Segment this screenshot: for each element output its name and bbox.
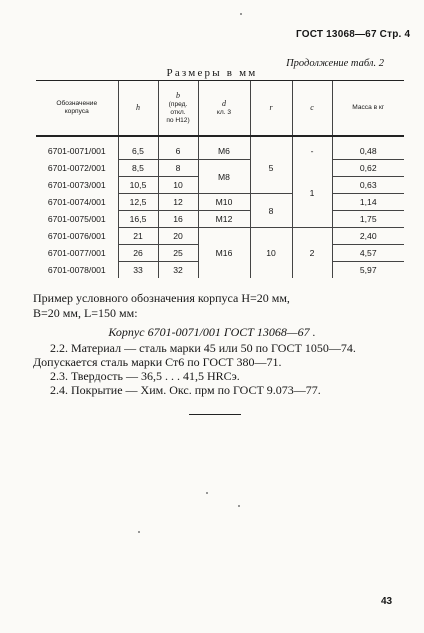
- scan-speck: [206, 492, 208, 494]
- table-row: [36, 211, 404, 228]
- header-r: [250, 81, 292, 137]
- cell-b: 20: [158, 228, 198, 245]
- table-header-row: [36, 81, 404, 137]
- cell-b: 6: [158, 143, 198, 160]
- cell-r: 5: [250, 143, 292, 194]
- header-code-line2: корпуса: [64, 108, 89, 115]
- cell-h: 21: [118, 228, 158, 245]
- header-b-line3: по H12): [166, 116, 190, 124]
- cell-h: 16,5: [118, 211, 158, 228]
- dimensions-table: [36, 80, 404, 278]
- table-row: [36, 143, 404, 160]
- cell-c: -: [292, 143, 332, 160]
- table-spacer-row: [36, 136, 404, 143]
- designation-example: Корпус 6701-0071/001 ГОСТ 13068—67 .: [108, 325, 316, 339]
- cell-mass: 5,97: [332, 262, 404, 279]
- cell-h: 6,5: [118, 143, 158, 160]
- cell-r: 8: [250, 194, 292, 228]
- cell-d: M16: [198, 228, 250, 279]
- cell-r: 10: [250, 228, 292, 279]
- cell-h: 8,5: [118, 160, 158, 177]
- cell-c: 1: [292, 160, 332, 228]
- cell-b: 25: [158, 245, 198, 262]
- cell-code: 6701-0075/001: [47, 214, 106, 224]
- cell-h: 12,5: [118, 194, 158, 211]
- header-d-line1: кл. 3: [216, 108, 232, 116]
- cell-code: 6701-0073/001: [47, 180, 106, 190]
- cell-h: 10,5: [118, 177, 158, 194]
- example-designation-dimensions: B=20 мм, L=150 мм:: [33, 306, 138, 320]
- table-row: [36, 194, 404, 211]
- header-h-symbol: h: [136, 102, 140, 112]
- scan-speck: [138, 531, 140, 533]
- header-c: [292, 81, 332, 137]
- dimensions-caption: Размеры в мм: [166, 67, 258, 79]
- cell-b: 16: [158, 211, 198, 228]
- cell-d: M8: [198, 160, 250, 194]
- header-code-line1: Обозначение: [56, 100, 98, 107]
- cell-b: 32: [158, 262, 198, 279]
- cell-mass: 0,63: [332, 177, 404, 194]
- header-code: [36, 81, 118, 137]
- cell-code: 6701-0071/001: [47, 146, 106, 157]
- page-number: 43: [381, 596, 393, 607]
- clause-2-2-material: 2.2. Материал — сталь марки 45 или 50 по ГОСТ 1050—74.: [50, 341, 356, 355]
- header-c-symbol: c: [310, 102, 314, 112]
- header-b-line2: откл.: [170, 108, 186, 116]
- cell-d: M10: [198, 194, 250, 211]
- header-d: [198, 81, 250, 137]
- clause-2-4-coating: 2.4. Покрытие — Хим. Окс. прм по ГОСТ 9.073—77.: [50, 383, 321, 397]
- cell-d: M6: [198, 143, 250, 160]
- table-row: [36, 228, 404, 245]
- running-head: ГОСТ 13068—67 Стр. 4: [296, 29, 411, 40]
- cell-code: 6701-0078/001: [47, 264, 106, 275]
- cell-h: 26: [118, 245, 158, 262]
- cell-mass: 1,75: [332, 211, 404, 228]
- header-mass: Масса в кг: [332, 81, 404, 137]
- cell-b: 10: [158, 177, 198, 194]
- cell-c: 2: [292, 228, 332, 279]
- scan-speck: [238, 505, 240, 507]
- cell-mass: 0,62: [332, 160, 404, 177]
- section-end-rule: [189, 414, 241, 415]
- example-designation-intro: Пример условного обозначения корпуса H=20 мм,: [33, 291, 290, 305]
- clause-2-2-allowed-steel: Допускается сталь марки Ст6 по ГОСТ 380—71.: [33, 355, 282, 369]
- header-b-symbol: b: [176, 90, 180, 100]
- cell-h: 33: [118, 262, 158, 279]
- cell-mass: 4,57: [332, 245, 404, 262]
- clause-2-3-hardness: 2.3. Твердость — 36,5 . . . 41,5 HRCэ.: [50, 369, 240, 383]
- header-r-symbol: r: [269, 102, 273, 112]
- cell-mass: 0,48: [332, 143, 404, 160]
- cell-d: M12: [198, 211, 250, 228]
- header-h: [118, 81, 158, 137]
- cell-code: 6701-0072/001: [47, 163, 106, 173]
- cell-b: 8: [158, 160, 198, 177]
- scan-speck: [240, 13, 242, 15]
- header-b: [158, 81, 198, 137]
- cell-mass: 2,40: [332, 228, 404, 245]
- header-d-symbol: d: [222, 98, 226, 108]
- cell-b: 12: [158, 194, 198, 211]
- cell-mass: 1,14: [332, 194, 404, 211]
- header-b-line1: (пред.: [168, 100, 188, 108]
- table-continuation-note: Продолжение табл. 2: [286, 58, 384, 69]
- cell-code: 6701-0077/001: [47, 248, 106, 258]
- table-row: [36, 160, 404, 177]
- cell-code: 6701-0076/001: [47, 231, 106, 241]
- cell-code: 6701-0074/001: [47, 197, 106, 207]
